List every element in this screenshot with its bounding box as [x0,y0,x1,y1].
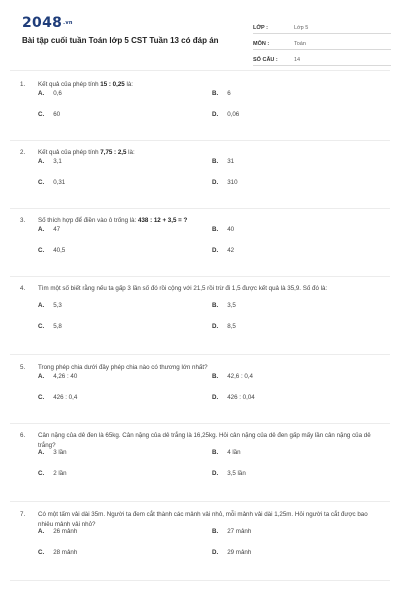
option-text: 6 [227,90,231,97]
option-text: 4,26 : 40 [53,373,78,380]
option-text: 3,5 lần [227,470,246,477]
question-2 [0,148,400,186]
answer-option-a[interactable] [38,302,62,309]
option-text: 8,5 [227,323,236,330]
answer-option-c[interactable] [38,394,77,401]
option-letter: B. [212,373,219,380]
question-number: 1. [20,81,26,88]
option-text: 40,5 [53,247,66,254]
question-6 [0,431,400,477]
option-letter: C. [38,549,45,556]
option-letter: C. [38,179,45,186]
question-7 [0,510,400,556]
option-text: 3,1 [53,158,62,165]
option-letter: A. [38,90,45,97]
option-letter: C. [38,470,45,477]
answer-option-c[interactable] [38,470,67,477]
question-prompt: Số thích hợp để điền vào ô trống là: [38,217,139,224]
question-prompt: Trong phép chia dưới đây phép chia nào có thương lớn nhất? [38,364,208,371]
option-text: 0,31 [53,179,66,186]
answer-option-d[interactable] [212,179,238,186]
meta-row-class [253,18,391,34]
question-number: 4. [20,285,26,292]
option-letter: D. [212,470,219,477]
option-letter: B. [212,528,219,535]
option-text: 40 [227,226,235,233]
question-suffix: là: [126,149,135,156]
answer-option-c[interactable] [38,247,65,254]
question-number: 6. [20,432,26,439]
meta-value: Lớp 5 [294,25,309,31]
option-text: 426 : 0,4 [53,394,78,401]
option-letter: B. [212,449,219,456]
option-text: 5,8 [53,323,62,330]
option-text: 4 lần [227,449,241,456]
question-number: 2. [20,149,26,156]
answer-option-d[interactable] [212,323,236,330]
question-divider [10,354,390,355]
question-divider [10,423,390,424]
answer-option-d[interactable] [212,470,246,477]
answer-option-b[interactable] [212,158,234,165]
option-text: 3 lần [53,449,67,456]
answer-option-c[interactable] [38,549,77,556]
answer-options [0,284,400,330]
answer-option-c[interactable] [38,323,62,330]
answer-options [0,80,400,122]
option-letter: B. [212,90,219,97]
answer-option-a[interactable] [38,449,67,456]
logo-sub: .vn [63,20,73,26]
question-3 [0,216,400,254]
answer-options [0,431,400,477]
logo-main: 2048 [22,15,63,31]
answer-option-b[interactable] [212,449,241,456]
option-letter: A. [38,302,45,309]
option-letter: A. [38,449,45,456]
option-letter: B. [212,158,219,165]
answer-option-d[interactable] [212,549,251,556]
answer-option-a[interactable] [38,158,62,165]
option-letter: A. [38,226,45,233]
question-prompt: Kết quả của phép tính [38,81,101,88]
meta-row-subject [253,34,391,50]
header-divider [10,70,390,71]
question-expression: 15 : 0,25 [100,81,125,88]
site-logo[interactable] [22,15,73,31]
answer-option-d[interactable] [212,247,234,254]
option-text: 2 lần [53,470,67,477]
answer-option-c[interactable] [38,111,60,118]
answer-option-a[interactable] [38,226,60,233]
option-text: 310 [227,179,238,186]
option-text: 5,3 [53,302,62,309]
answer-options [0,363,400,405]
option-letter: D. [212,323,219,330]
worksheet-title: Bài tập cuối tuần Toán lớp 5 CST Tuần 13 có đáp án [22,36,219,45]
option-letter: A. [38,373,45,380]
option-letter: B. [212,302,219,309]
question-expression: 7,75 : 2,5 [100,149,127,156]
option-text: 29 mảnh [227,549,252,556]
option-text: 42 [227,247,235,254]
option-text: 27 mảnh [227,528,252,535]
question-prompt: Có một tấm vải dài 35m. Người ta đem cắt thành các mảnh vải nhỏ, mỗi mảnh vải dài 1,25m. Hỏi người ta cắt được bao nhiêu mảnh vải nhỏ? [38,511,368,528]
option-letter: D. [212,111,219,118]
answer-option-b[interactable] [212,373,253,380]
question-prompt: Tìm một số biết rằng nếu ta gấp 3 lần số đó rồi cộng với 21,5 rồi trừ đi 1,5 được kết quả là 35,9. Số đó là: [38,285,328,292]
question-number: 3. [20,217,26,224]
answer-option-b[interactable] [212,528,251,535]
answer-option-c[interactable] [38,179,65,186]
option-letter: C. [38,394,45,401]
question-expression: 438 : 12 + 3,5 = ? [138,217,188,224]
option-letter: D. [212,549,219,556]
answer-options [0,510,400,556]
option-text: 31 [227,158,235,165]
answer-option-b[interactable] [212,90,231,97]
question-prompt: Cân nặng của dê đen là 65kg. Cân nặng của dê trắng là 16,25kg. Hỏi cân nặng của dê đen gấp mấy lần cân nặng của dê trắng? [38,432,371,449]
question-divider [10,501,390,502]
worksheet-meta [253,18,391,66]
question-5 [0,363,400,401]
option-letter: A. [38,528,45,535]
question-suffix: là: [124,81,133,88]
question-number: 7. [20,511,26,518]
option-letter: C. [38,247,45,254]
question-divider [10,580,390,581]
answer-option-a[interactable] [38,373,77,380]
option-letter: C. [38,111,45,118]
option-text: 28 mảnh [53,549,78,556]
question-divider [10,208,390,209]
option-text: 26 mảnh [53,528,78,535]
option-letter: D. [212,394,219,401]
answer-option-d[interactable] [212,111,239,118]
answer-option-a[interactable] [38,90,62,97]
answer-option-a[interactable] [38,528,77,535]
option-text: 60 [53,111,61,118]
option-letter: A. [38,158,45,165]
answer-option-b[interactable] [212,226,234,233]
answer-options [0,216,400,258]
question-1 [0,80,400,118]
answer-options [0,148,400,190]
question-number: 5. [20,364,26,371]
option-text: 0,06 [227,111,240,118]
answer-option-b[interactable] [212,302,236,309]
meta-value: 14 [294,57,301,63]
answer-option-d[interactable] [212,394,255,401]
option-letter: D. [212,179,219,186]
question-divider [10,140,390,141]
meta-row-count [253,50,391,66]
meta-value: Toán [294,41,306,47]
option-text: 42,6 : 0,4 [227,373,253,380]
option-letter: D. [212,247,219,254]
option-text: 47 [53,226,61,233]
question-divider [10,276,390,277]
question-prompt: Kết quả của phép tính [38,149,101,156]
meta-label: SỐ CÂU : [253,57,278,63]
meta-label: MÔN : [253,41,270,47]
worksheet-header [10,8,390,68]
option-letter: C. [38,323,45,330]
meta-label: LỚP : [253,25,268,31]
option-text: 0,6 [53,90,62,97]
option-text: 3,5 [227,302,236,309]
option-text: 426 : 0,04 [227,394,255,401]
option-letter: B. [212,226,219,233]
question-4 [0,284,400,330]
